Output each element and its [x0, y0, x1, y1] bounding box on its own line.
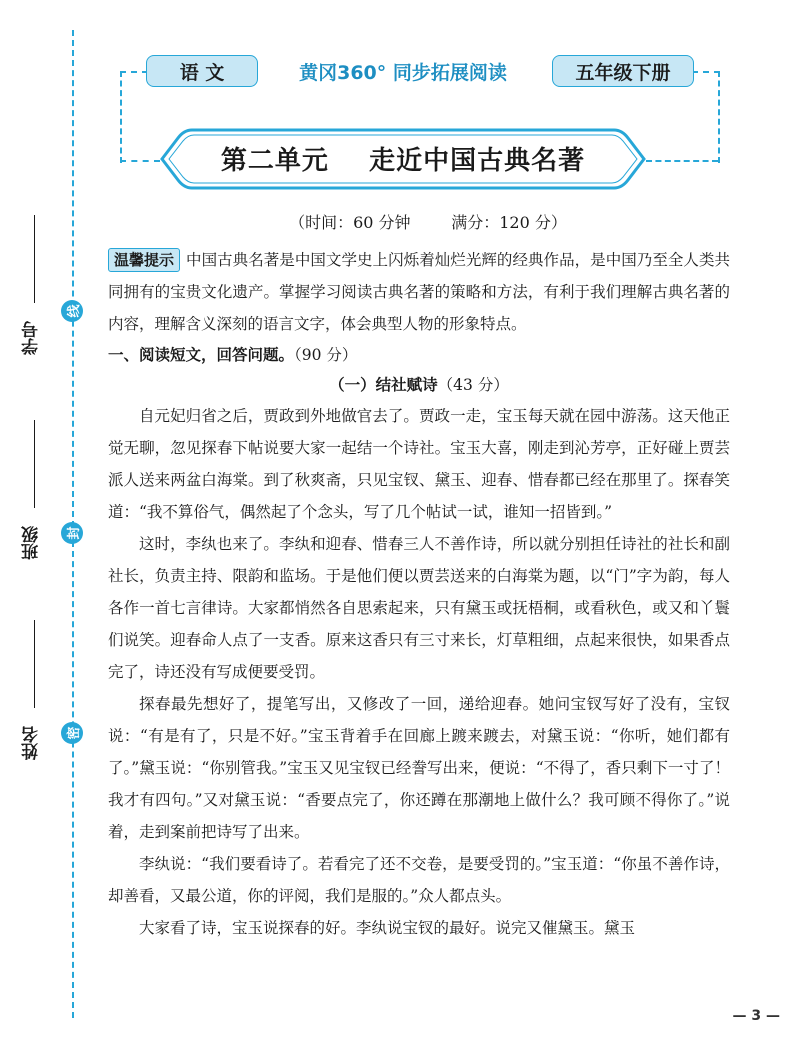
- reading-content: [108, 244, 730, 944]
- passage-title: （一）结社赋诗: [329, 376, 438, 394]
- tip-text: 中国古典名著是中国文学史上闪烁着灿烂光辉的经典作品，是中国乃至全人类共同拥有的宝贵文化遗产。掌握学习阅读古典名著的策略和方法，有利于我们理解古典名著的内容，理解含义深刻的语言文字，体会典型人物的形象特点。: [108, 251, 730, 333]
- name-field[interactable]: [12, 620, 52, 760]
- seal-line-mark: 线: [61, 300, 83, 322]
- unit-title: 第二单元 走近中国古典名著: [220, 146, 586, 176]
- class-field[interactable]: [12, 420, 52, 560]
- section-title: 一、阅读短文，回答问题。: [108, 346, 295, 364]
- name-underline: [34, 620, 35, 708]
- unit-title-banner: [158, 128, 648, 190]
- seal-secret-mark: 密: [61, 722, 83, 744]
- passage-heading: [108, 370, 730, 400]
- tip-badge: 温馨提示: [108, 248, 180, 272]
- section-score: （90 分）: [294, 346, 358, 364]
- seal-seal-mark: 封: [61, 522, 83, 544]
- header-dash-left: [120, 71, 148, 163]
- passage-score: （43 分）: [437, 376, 509, 394]
- header-dash-right-bottom: [646, 160, 718, 162]
- passage-paragraph: 探春最先想好了，提笔写出，又修改了一回，递给迎春。她问宝钗写好了没有，宝钗说：“有是有了，只是不好。”宝玉背着手在回廊上踱来踱去，对黛玉说：“你听，她们都有了。”黛玉说：“你别管我。”宝玉又见宝钗已经誊写出来，便说：“不得了，香只剩下一寸了！我才有四句。”又对黛玉说：“香要点完了，你还蹲在那潮地上做什么？我可顾不得你了。”说着，走到案前把诗写了出来。: [108, 695, 730, 841]
- student-number-underline: [34, 215, 35, 303]
- subject-badge: 语 文: [146, 55, 258, 87]
- section-heading: [108, 340, 730, 370]
- student-number-field[interactable]: [12, 215, 52, 355]
- tip-paragraph: [108, 244, 730, 340]
- student-number-label: 学号: [22, 321, 42, 355]
- time-and-score: （时间：60 分钟 满分：120 分）: [289, 213, 567, 232]
- passage-paragraph: 李纨说：“我们要看诗了。若看完了还不交卷，是要受罚的。”宝玉道：“你虽不善作诗，却善看，又最公道，你的评阅，我们是服的。”众人都点头。: [108, 855, 730, 905]
- passage-paragraph: 这时，李纨也来了。李纨和迎春、惜春三人不善作诗，所以就分别担任诗社的社长和副社长，负责主持、限韵和监场。于是他们便以贾芸送来的白海棠为题，以“门”字为韵，每人各作一首七言律诗。大家都悄然各自思索起来，只有黛玉或抚梧桐，或看秋色，或又和丫鬟们说笑。迎春命人点了一支香。原来这香只有三寸来长，灯草粗细，点起来很快，如果香点完了，诗还没有写成便要受罚。: [108, 535, 730, 681]
- class-underline: [34, 420, 35, 508]
- page-number: — 3 —: [732, 1008, 780, 1024]
- header-dash-right: [692, 71, 720, 163]
- series-title: 黄冈360° 同步拓展阅读: [299, 62, 507, 84]
- passage-paragraph: 自元妃归省之后，贾政到外地做官去了。贾政一走，宝玉每天就在园中游荡。这天他正觉无聊，忽见探春下帖说要大家一起结一个诗社。宝玉大喜，刚走到沁芳亭，正好碰上贾芸派人送来两盆白海棠。到了秋爽斋，只见宝钗、黛玉、迎春、惜春都已经在那里了。探春笑道：“我不算俗气，偶然起了个念头，写了几个帖试一试，谁知一招皆到。”: [108, 407, 730, 521]
- class-label: 班级: [22, 526, 42, 560]
- header-dash-left-bottom: [120, 160, 160, 162]
- passage-paragraph: 大家看了诗，宝玉说探春的好。李纨说宝钗的最好。说完又催黛玉。黛玉: [139, 919, 636, 937]
- name-label: 姓名: [22, 726, 42, 760]
- grade-badge: 五年级下册: [552, 55, 694, 87]
